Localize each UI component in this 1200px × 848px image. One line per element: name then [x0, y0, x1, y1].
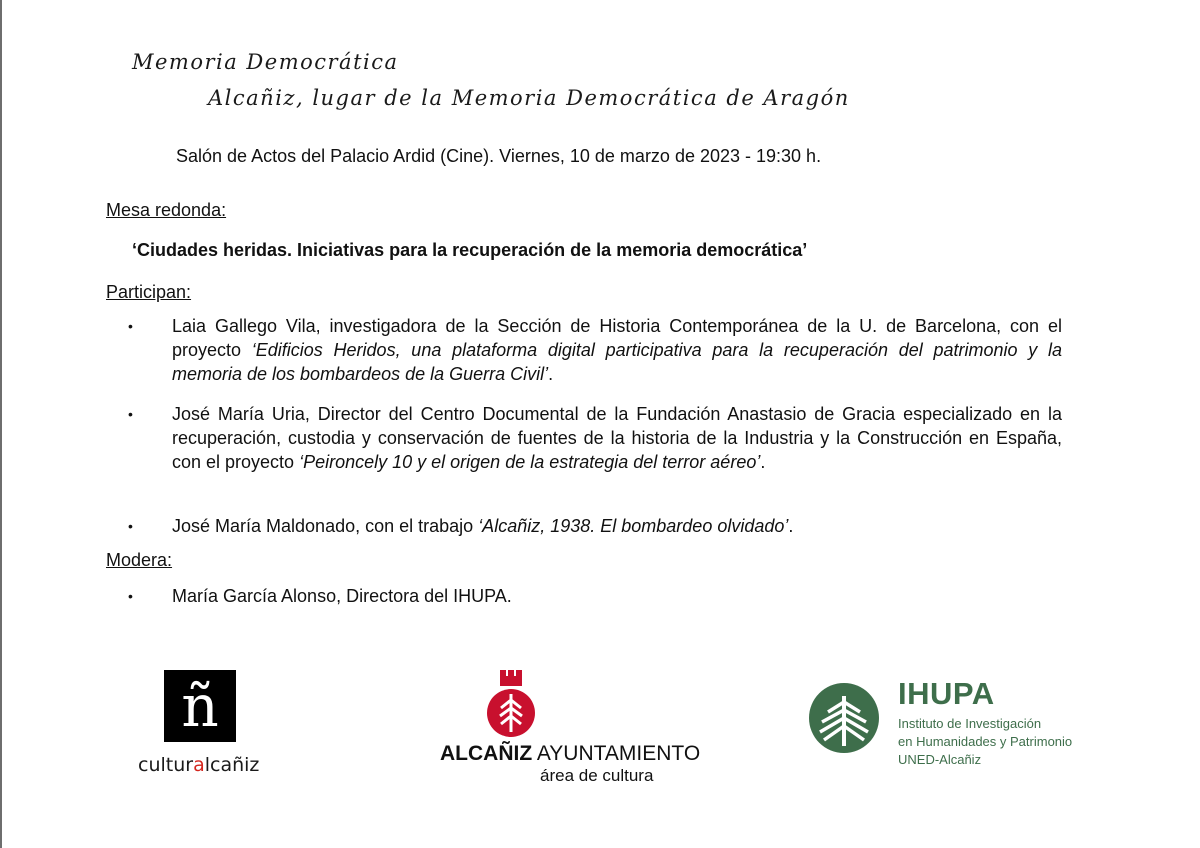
ihupa-subtitle-line: en Humanidades y Patrimonio — [898, 734, 1073, 749]
moderator-text: María García Alonso, Directora del IHUPA. — [172, 586, 512, 606]
alcaniz-subtitle: área de cultura — [540, 766, 654, 785]
cultural-alcaniz-wordmark — [138, 754, 259, 776]
page-left-border — [0, 0, 2, 848]
participant-text: José María Uria, Director del Centro Documental de la Fundación Anastasio de Gracia especializado en la recuperación, custodia y conservación de fuentes de la historia de la Industria y la Construcción en España, con el proyecto — [172, 404, 1062, 472]
participant-item — [128, 314, 1062, 386]
bullet-icon: • — [128, 518, 133, 534]
modera-label: Modera: — [106, 550, 173, 570]
participant-project: ‘Alcañiz, 1938. El bombardeo olvidado’ — [478, 516, 789, 536]
ihupa-subtitle-line: Instituto de Investigación — [898, 716, 1042, 731]
participant-project: ‘Edificios Heridos, una plataforma digital participativa para la recuperación del patrimonio y la memoria de los bombardeos de la Guerra Civil’ — [172, 340, 1062, 384]
alcaniz-bold: ALCAÑIZ — [440, 742, 533, 765]
bullet-icon: • — [128, 406, 133, 422]
moderator-item — [128, 584, 1062, 608]
participant-item — [128, 402, 1062, 474]
cultural-alcaniz-logo — [138, 670, 268, 780]
participant-item — [128, 514, 1062, 538]
mesa-redonda-label: Mesa redonda: — [106, 200, 227, 220]
participant-project: ‘Peironcely 10 y el origen de la estrategia del terror aéreo’ — [299, 452, 761, 472]
wordmark-part: cultur — [138, 754, 194, 776]
enye-logo-icon — [164, 670, 236, 742]
header-line-2: Alcañiz, lugar de la Memoria Democrática de Aragón — [208, 86, 850, 110]
wordmark-accent: a — [193, 754, 205, 776]
header-line-1: Memoria Democrática — [132, 50, 399, 74]
wordmark-part: lcañiz — [204, 754, 260, 776]
participant-end: . — [788, 516, 794, 536]
participant-text: Laia Gallego Vila, investigadora de la Sección de Historia Contemporánea de la U. de Barcelona, con el proyecto — [172, 316, 1062, 360]
alcaniz-regular: AYUNTAMIENTO — [532, 742, 701, 765]
ihupa-leaf-icon — [808, 682, 880, 754]
ihupa-logo — [808, 676, 1108, 776]
participant-text: José María Maldonado, con el trabajo — [172, 516, 479, 536]
alcaniz-crest-icon — [486, 668, 536, 738]
participant-end: . — [548, 364, 554, 384]
ihupa-name: IHUPA — [898, 676, 995, 711]
enye-glyph: ñ — [181, 672, 219, 740]
venue-line: Salón de Actos del Palacio Ardid (Cine). Viernes, 10 de marzo de 2023 - 19:30 h. — [176, 146, 822, 166]
bullet-icon: • — [128, 318, 133, 334]
round-table-title: ‘Ciudades heridas. Iniciativas para la recuperación de la memoria democrática’ — [132, 240, 808, 260]
bullet-icon: • — [128, 588, 133, 604]
ihupa-subtitle-line: UNED-Alcañiz — [898, 752, 982, 767]
alcaniz-wordmark — [440, 742, 700, 766]
alcaniz-ayuntamiento-logo — [440, 668, 700, 788]
participant-end: . — [760, 452, 766, 472]
participan-label: Participan: — [106, 282, 192, 302]
